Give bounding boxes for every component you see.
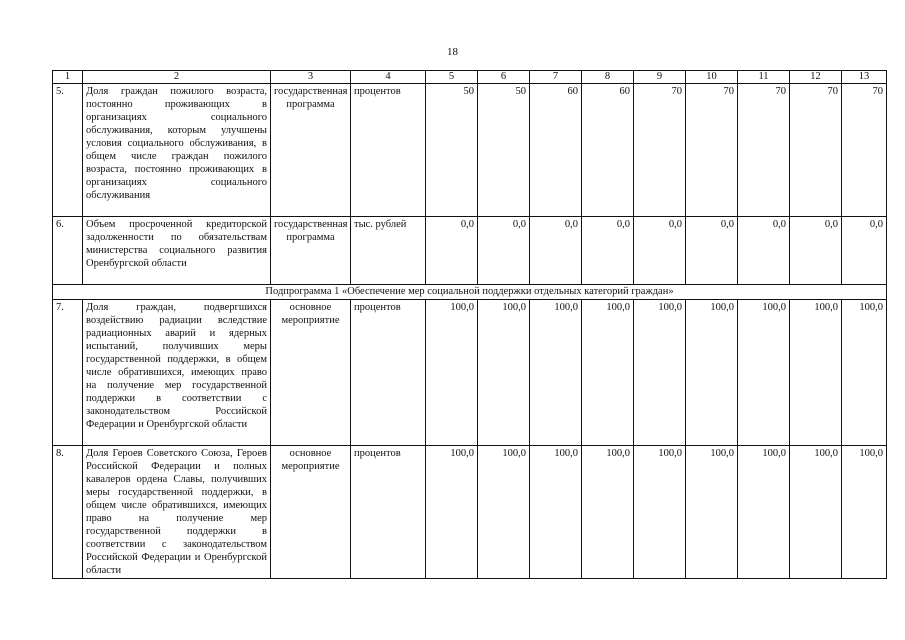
value-cell: 50 xyxy=(426,84,478,217)
header-cell: 13 xyxy=(842,71,887,84)
table-row xyxy=(53,446,887,579)
value-cell: 60 xyxy=(582,84,634,217)
header-cell: 12 xyxy=(790,71,842,84)
value-cell: 0,0 xyxy=(738,217,790,285)
value-cell: 60 xyxy=(530,84,582,217)
value-cell: 100,0 xyxy=(426,446,478,579)
header-cell: 8 xyxy=(582,71,634,84)
table-header-row xyxy=(53,71,887,84)
value-cell: 70 xyxy=(634,84,686,217)
indicators-table xyxy=(52,70,887,579)
value-cell: 100,0 xyxy=(686,446,738,579)
indicator-type: основное мероприятие xyxy=(271,300,351,446)
indicator-name: Доля граждан, подвергшихся воздействию радиации вследствие радиационных аварий и ядерных испытаний, получивших меры государственной поддержки, в общем числе обратившихся, имеющих право на получение мер государственной поддержки в соответствии с законодательством Российской Федерации и Оренбургской области xyxy=(83,300,271,446)
row-number: 8. xyxy=(53,446,83,579)
value-cell: 0,0 xyxy=(478,217,530,285)
row-number: 7. xyxy=(53,300,83,446)
header-cell: 9 xyxy=(634,71,686,84)
value-cell: 100,0 xyxy=(478,300,530,446)
unit: процентов xyxy=(351,300,426,446)
subprogram-row xyxy=(53,285,887,300)
indicator-type: основное мероприятие xyxy=(271,446,351,579)
value-cell: 0,0 xyxy=(634,217,686,285)
value-cell: 50 xyxy=(478,84,530,217)
header-cell: 7 xyxy=(530,71,582,84)
value-cell: 100,0 xyxy=(426,300,478,446)
indicator-type: государственная программа xyxy=(271,84,351,217)
value-cell: 100,0 xyxy=(478,446,530,579)
value-cell: 100,0 xyxy=(790,446,842,579)
value-cell: 100,0 xyxy=(686,300,738,446)
value-cell: 0,0 xyxy=(842,217,887,285)
header-cell: 6 xyxy=(478,71,530,84)
header-cell: 1 xyxy=(53,71,83,84)
value-cell: 100,0 xyxy=(738,446,790,579)
value-cell: 0,0 xyxy=(686,217,738,285)
header-cell: 5 xyxy=(426,71,478,84)
value-cell: 70 xyxy=(842,84,887,217)
table-row xyxy=(53,217,887,285)
header-cell: 10 xyxy=(686,71,738,84)
unit: процентов xyxy=(351,84,426,217)
value-cell: 100,0 xyxy=(634,300,686,446)
value-cell: 0,0 xyxy=(582,217,634,285)
subprogram-title: Подпрограмма 1 «Обеспечение мер социальной поддержки отдельных категорий граждан» xyxy=(53,285,887,300)
row-number: 6. xyxy=(53,217,83,285)
row-number: 5. xyxy=(53,84,83,217)
value-cell: 70 xyxy=(738,84,790,217)
indicator-type: государственная программа xyxy=(271,217,351,285)
header-cell: 4 xyxy=(351,71,426,84)
value-cell: 100,0 xyxy=(842,446,887,579)
value-cell: 100,0 xyxy=(790,300,842,446)
value-cell: 0,0 xyxy=(790,217,842,285)
value-cell: 100,0 xyxy=(842,300,887,446)
indicator-name: Доля граждан пожилого возраста, постоянно проживающих в организациях социального обслуживания, которым улучшены условия социального обслуживания, в общем числе граждан пожилого возраста, постоянно проживающих в организациях социального обслуживания xyxy=(83,84,271,217)
value-cell: 70 xyxy=(686,84,738,217)
indicator-name: Доля Героев Советского Союза, Героев Российской Федерации и полных кавалеров ордена Славы, получивших меры государственной поддержки, в общем числе обратившихся, имеющих право на получение мер государственной поддержки в соответствии с законодательством Российской Федерации и Оренбургской области xyxy=(83,446,271,579)
header-cell: 11 xyxy=(738,71,790,84)
value-cell: 100,0 xyxy=(582,446,634,579)
table-row xyxy=(53,300,887,446)
value-cell: 70 xyxy=(790,84,842,217)
value-cell: 100,0 xyxy=(738,300,790,446)
value-cell: 0,0 xyxy=(426,217,478,285)
value-cell: 100,0 xyxy=(530,300,582,446)
header-cell: 3 xyxy=(271,71,351,84)
value-cell: 100,0 xyxy=(634,446,686,579)
table-row xyxy=(53,84,887,217)
indicator-name: Объем просроченной кредиторской задолженности по обязательствам министерства социального развития Оренбургской области xyxy=(83,217,271,285)
unit: процентов xyxy=(351,446,426,579)
value-cell: 100,0 xyxy=(582,300,634,446)
header-cell: 2 xyxy=(83,71,271,84)
value-cell: 0,0 xyxy=(530,217,582,285)
unit: тыс. рублей xyxy=(351,217,426,285)
value-cell: 100,0 xyxy=(530,446,582,579)
page-number: 18 xyxy=(447,46,458,58)
